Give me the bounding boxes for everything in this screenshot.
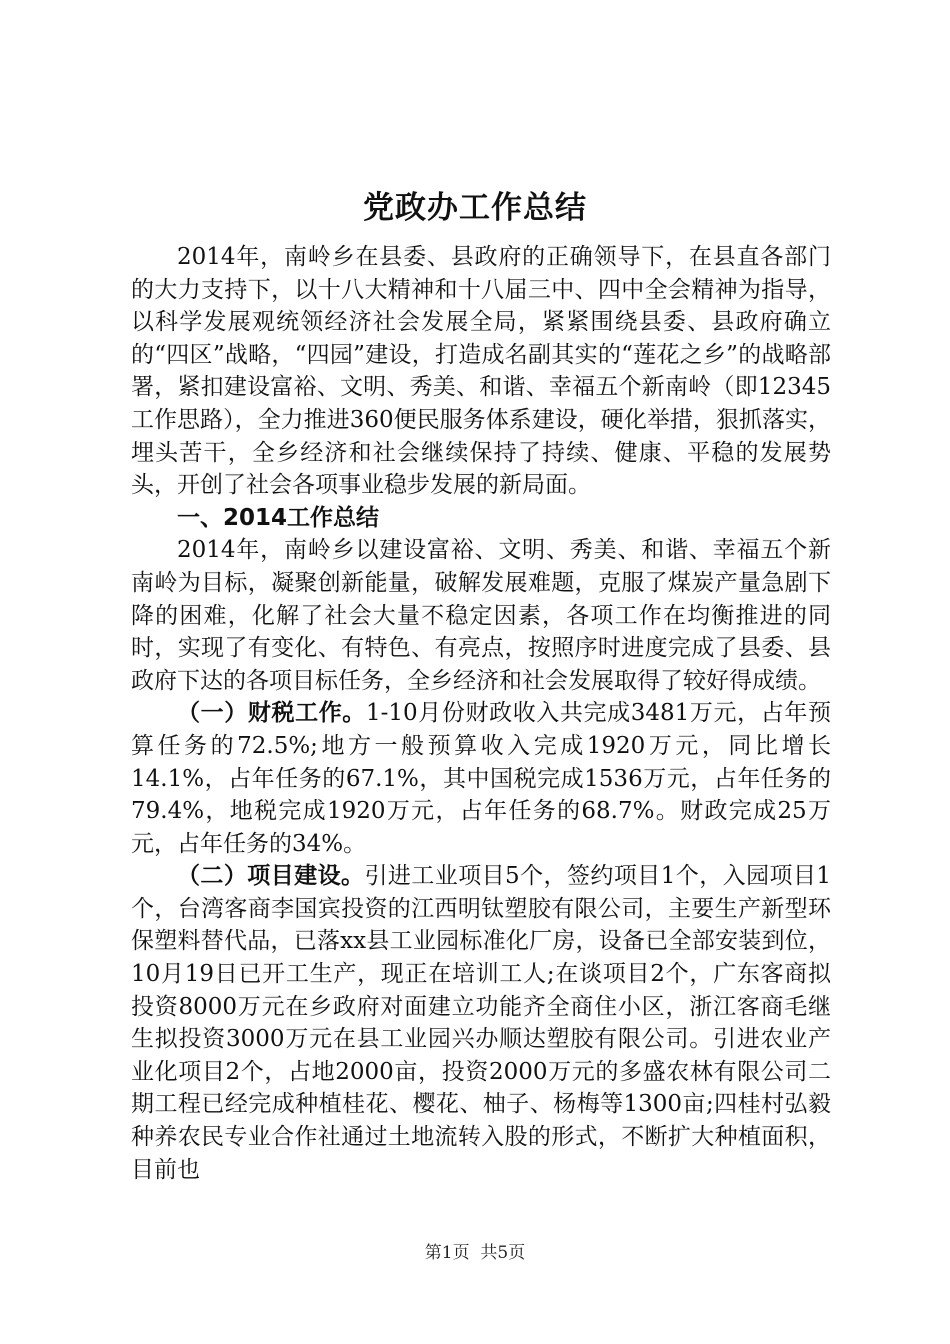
page-footer — [0, 1241, 950, 1265]
document-title: 党政办工作总结 — [363, 190, 587, 226]
finance-text: 1-10月份财政收入共完成3481万元，占年预算任务的72.5%;地方一般预算收入完成1920万元，同比增长14.1%，占年任务的67.1%，其中国税完成1536万元，占年任务的79.4%，地税完成1920万元，占年任务的68.7%。财政完成25万元，占年任务的34%。 — [131, 700, 831, 857]
section-heading: 一、2014工作总结 — [177, 504, 380, 531]
project-paragraph — [131, 860, 831, 1186]
document-body — [131, 241, 831, 1186]
project-heading: （二）项目建设。 — [177, 863, 365, 890]
finance-paragraph — [131, 697, 831, 860]
finance-heading: （一）财税工作。 — [177, 700, 366, 727]
intro-paragraph: 2014年，南岭乡在县委、县政府的正确领导下，在县直各部门的大力支持下，以十八大精神和十八届三中、四中全会精神为指导，以科学发展观统领经济社会发展全局，紧紧围绕县委、县政府确立的“四区”战略，“四园”建设，打造成名副其实的“莲花之乡”的战略部署，紧扣建设富裕、文明、秀美、和谐、幸福五个新南岭（即12345工作思路），全力推进360便民服务体系建设，硬化举措，狠抓落实，埋头苦干，全乡经济和社会继续保持了持续、健康、平稳的发展势头，开创了社会各项事业稳步发展的新局面。 — [131, 244, 831, 499]
page-total: 共5页 — [480, 1243, 526, 1263]
project-text: 引进工业项目5个，签约项目1个，入园项目1个，台湾客商李国宾投资的江西明钛塑胶有限公司，主要生产新型环保塑料替代品，已落xx县工业园标准化厂房，设备已全部安装到位，10月19日已开工生产，现正在培训工人;在谈项目2个，广东客商拟投资8000万元在乡政府对面建立功能齐全商住小区，浙江客商毛继生拟投资3000万元在县工业园兴办顺达塑胶有限公司。引进农业产业化项目2个，占地2000亩，投资2000万元的多盛农林有限公司二期工程已经完成种植桂花、樱花、柚子、杨梅等1300亩;四桂村弘毅种养农民专业合作社通过土地流转入股的形式，不断扩大种植面积，目前也 — [131, 863, 832, 1183]
page-number: 第1页 — [424, 1243, 470, 1263]
section-paragraph: 2014年，南岭乡以建设富裕、文明、秀美、和谐、幸福五个新南岭为目标，凝聚创新能量，破解发展难题，克服了煤炭产量急剧下降的困难，化解了社会大量不稳定因素，各项工作在均衡推进的同时，实现了有变化、有特色、有亮点，按照序时进度完成了县委、县政府下达的各项目标任务，全乡经济和社会发展取得了较好得成绩。 — [131, 537, 831, 694]
